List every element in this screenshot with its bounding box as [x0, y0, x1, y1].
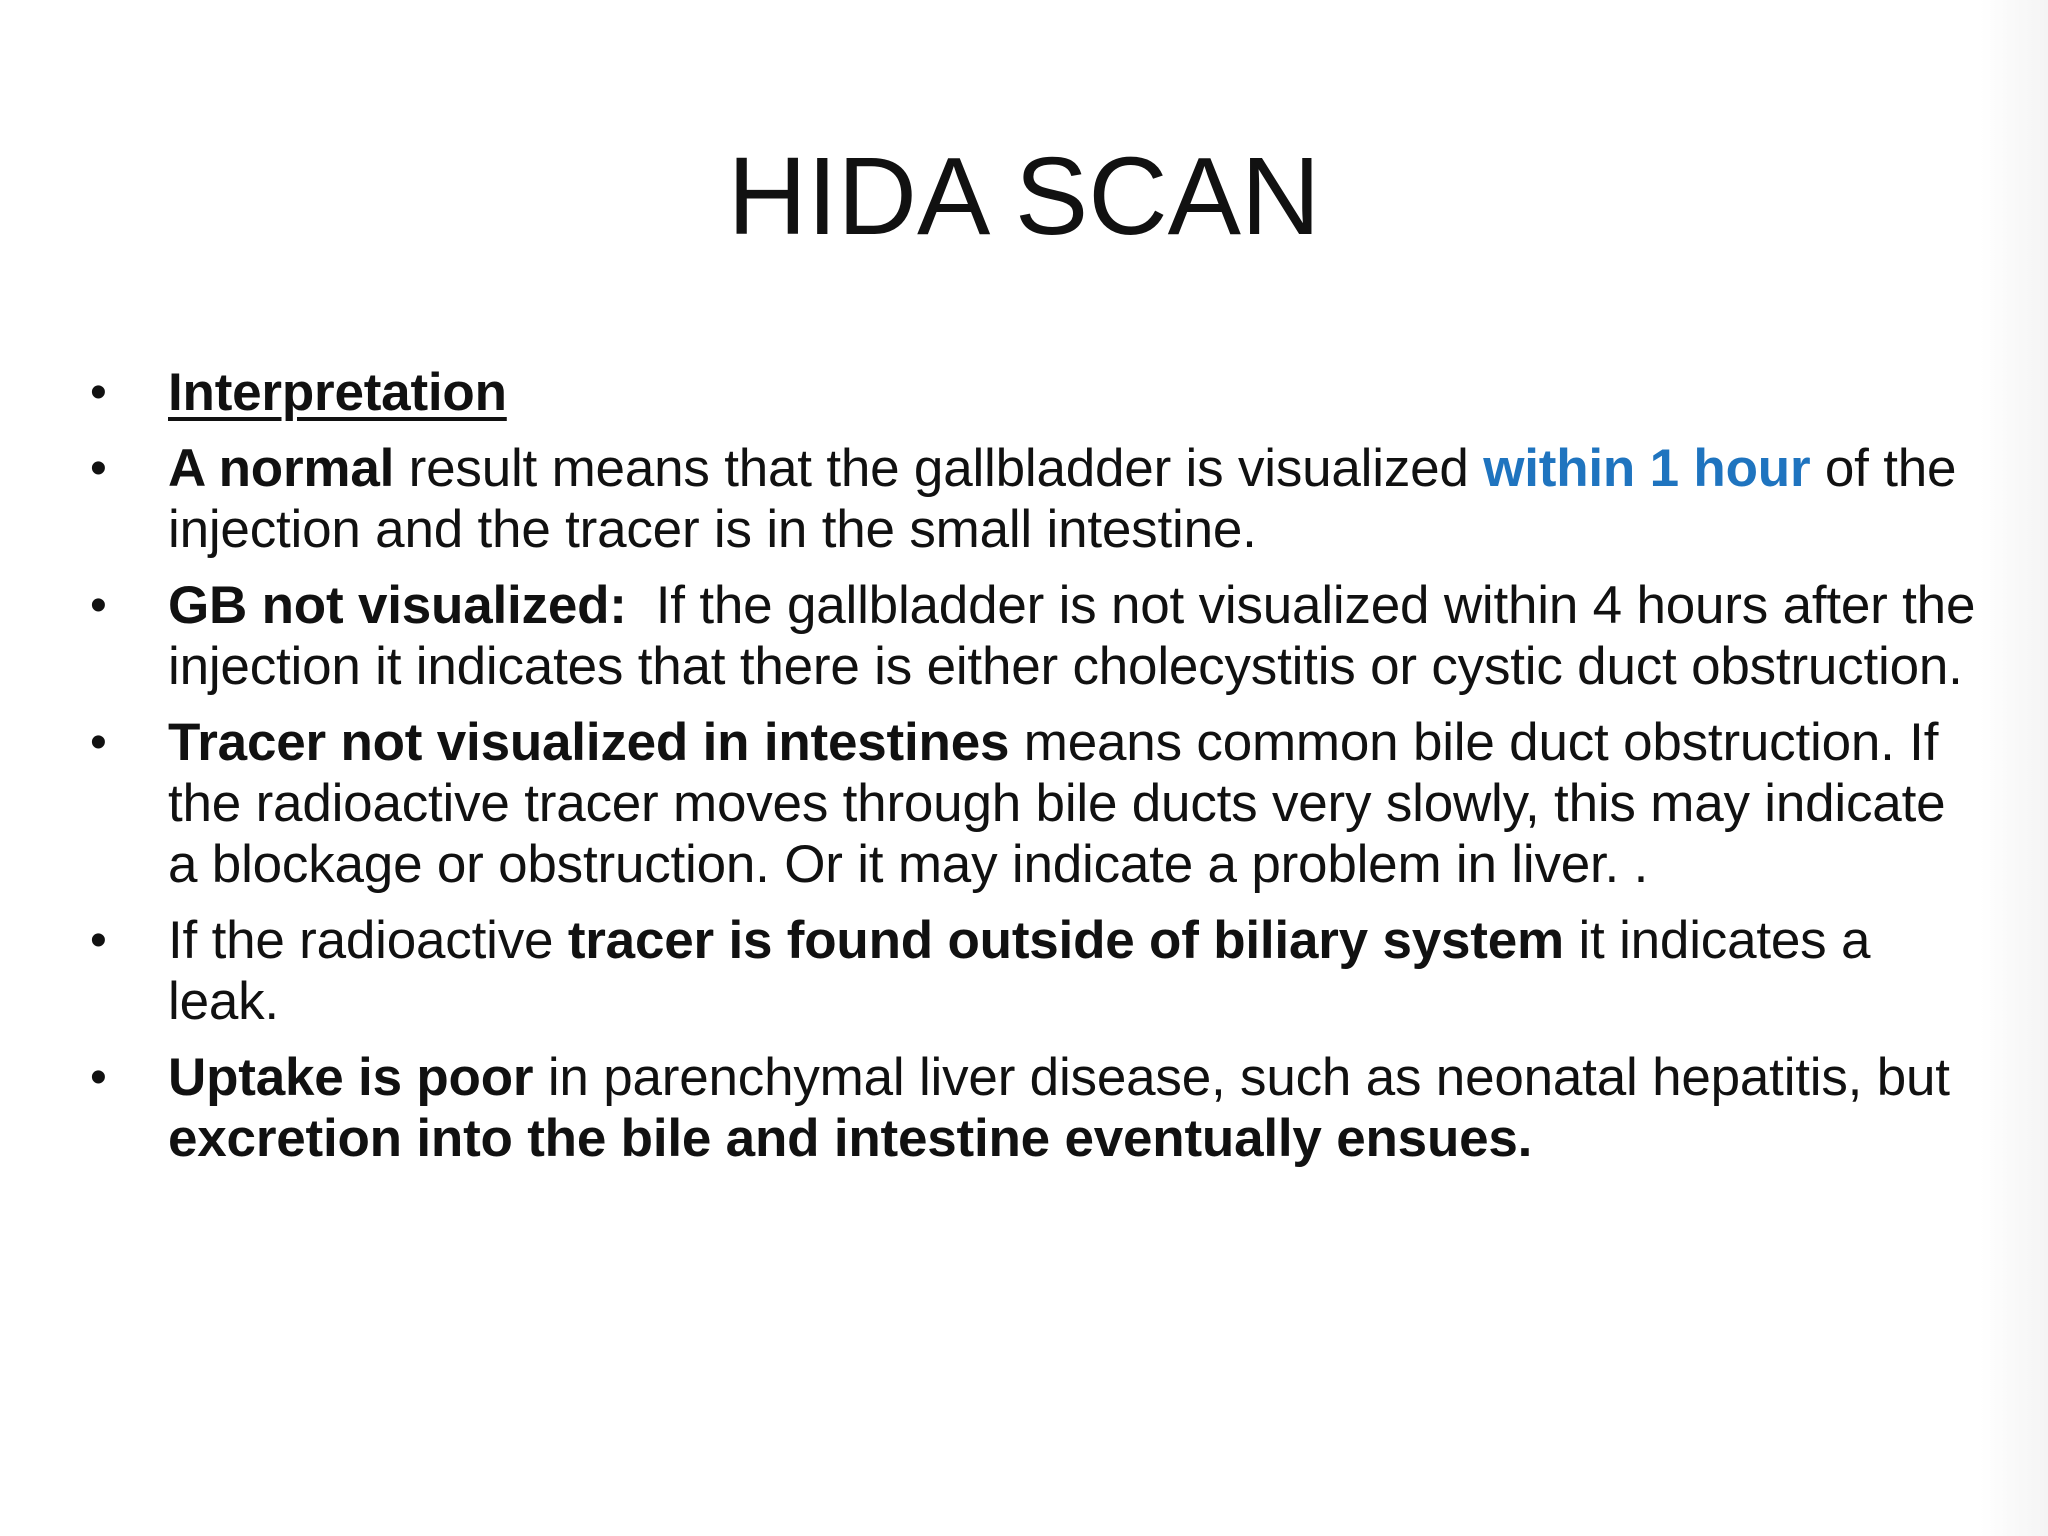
bullet-uptake-poor — [86, 1047, 1986, 1169]
bullet-interpretation — [86, 362, 1986, 423]
bullet-dot-icon: • — [90, 716, 107, 769]
section-heading: Interpretation — [168, 363, 507, 422]
bullet-text: in parenchymal liver disease, such as neonatal hepatitis, but — [533, 1048, 1950, 1107]
bullet-text: If the radioactive — [168, 911, 568, 970]
bullet-gb-not-visualized — [86, 575, 1990, 697]
bullet-bold-phrase: tracer is found outside of biliary system — [567, 911, 1564, 970]
bullet-dot-icon: • — [90, 366, 107, 419]
bullet-text: means common bile duct obstruction. If the radioactive tracer moves through bile ducts very slowly, this may indicate a blockage or obstruction. Or it may indicate a problem in liver. . — [168, 713, 1946, 894]
bullet-dot-icon: • — [90, 442, 107, 495]
bullet-text: result means that the gallbladder is visualized — [394, 439, 1484, 498]
bullet-dot-icon: • — [90, 579, 107, 632]
bullet-tracer-not-visualized — [86, 712, 1986, 895]
bullet-list — [86, 362, 1990, 1184]
bullet-bold-lead: Uptake is poor — [168, 1048, 534, 1107]
bullet-bold-tail: excretion into the bile and intestine eventually ensues. — [168, 1109, 1533, 1168]
bullet-text-tail: of the injection and the tracer is in the small intestine. — [168, 439, 1957, 559]
bullet-text-tail: it indicates a leak. — [168, 911, 1871, 1031]
highlight-time: within 1 hour — [1483, 439, 1811, 498]
bullet-dot-icon: • — [90, 1051, 107, 1104]
bullet-bold-lead: A normal — [168, 439, 395, 498]
bullet-normal-result — [86, 438, 1986, 560]
bullet-tracer-leak — [86, 910, 1986, 1032]
bullet-bold-lead: GB not visualized: — [168, 576, 627, 635]
slide-title: HIDA SCAN — [727, 135, 1321, 258]
bullet-text: If the gallbladder is not visualized within 4 hours after the injection it indicates that there is either cholecystitis or cystic duct obstruction. — [168, 576, 1990, 696]
bullet-dot-icon: • — [90, 914, 107, 967]
bullet-bold-lead: Tracer not visualized in intestines — [168, 713, 1010, 772]
